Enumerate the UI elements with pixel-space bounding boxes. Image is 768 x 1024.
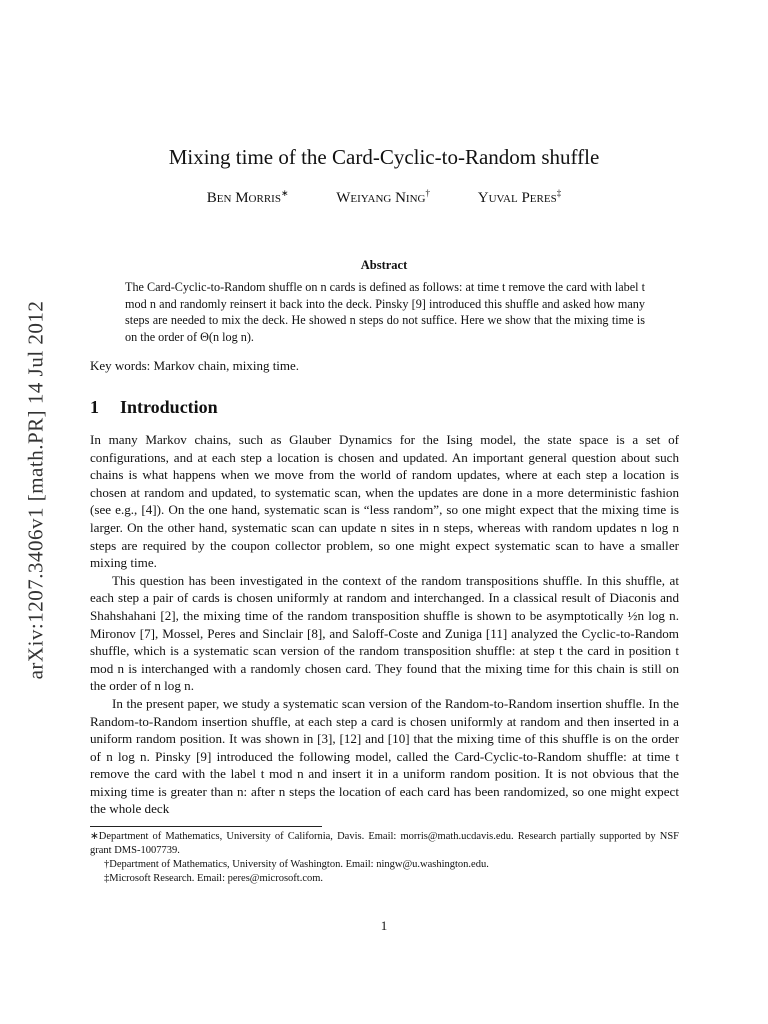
arxiv-sidebar-stamp: [18, 270, 54, 710]
author-name: Weiyang Ning: [336, 190, 426, 206]
section-title: Introduction: [120, 397, 218, 417]
abstract-text: The Card-Cyclic-to-Random shuffle on n cards is defined as follows: at time t remove the card with label t mod n and randomly reinsert it back into the deck. Pinsky [9] introduced this shuffle and asked how many steps are needed to mix the deck. He showed n steps do not suffice. Here we show that the mixing time is on the order of Θ(n log n).: [125, 280, 645, 344]
author-3: [478, 188, 561, 207]
author-name: Ben Morris: [206, 190, 281, 206]
footnote-1: ∗Department of Mathematics, University of California, Davis. Email: morris@math.ucdavis.edu. Research partially supported by NSF grant DMS-1007739.: [90, 831, 679, 856]
author-2: [336, 188, 430, 207]
author-footnote-mark: †: [425, 188, 430, 198]
keywords: Key words: Markov chain, mixing time.: [90, 358, 300, 373]
paper-title: Mixing time of the Card-Cyclic-to-Random shuffle: [168, 145, 600, 169]
section-heading: [90, 397, 218, 418]
body-text: [90, 431, 679, 818]
footnote-3: ‡Microsoft Research. Email: peres@microsoft.com.: [104, 873, 324, 884]
footnote-2: †Department of Mathematics, University of Washington. Email: ningw@u.washington.edu.: [104, 859, 489, 870]
author-1: [207, 188, 289, 207]
arxiv-id-label: arXiv:1207.3406v1 [math.PR] 14 Jul 2012: [23, 300, 48, 680]
abstract-heading: Abstract: [360, 258, 408, 272]
page-number: 1: [380, 918, 388, 933]
author-footnote-mark: ‡: [556, 188, 562, 198]
author-footnote-mark: ∗: [280, 188, 289, 198]
section-number: 1: [90, 397, 99, 417]
footnote-rule: [90, 826, 322, 827]
paragraph: This question has been investigated in the context of the random transpositions shuffle. In this shuffle, at each step a pair of cards is chosen uniformly at random and interchanged. In a classical result of Diaconis and Shahshahani [2], the mixing time of the random transposition shuffle is shown to be asymptotically ½n log n. Mironov [7], Mossel, Peres and Sinclair [8], and Saloff-Coste and Zuniga [11] analyzed the Cyclic-to-Random shuffle, which is a systematic scan version of the random transposition shuffle: at step t the card in position t mod n is interchanged with a randomly chosen card. They found that the mixing time for this chain is still on the order of n log n.: [90, 572, 679, 694]
footnotes: [90, 830, 679, 886]
author-list: [0, 188, 768, 207]
author-name: Yuval Peres: [477, 190, 557, 206]
paragraph: In many Markov chains, such as Glauber Dynamics for the Ising model, the state space is a set of configurations, and at each step a location is chosen and updated. An important general question about such chains is what happens when we move from the world of random updates, where at each step a location is chosen at random and updated, to systematic scan, when the updates are done in a more deterministic fashion (see e.g., [4]). On the one hand, systematic scan is “less random”, so one might expect that the mixing time is larger. On the other hand, systematic scan can update n sites in n steps, whereas with random updates n log n steps are required by the coupon collector problem, so one might expect systematic scan to have a smaller mixing time.: [90, 432, 679, 571]
paragraph: In the present paper, we study a systematic scan version of the Random-to-Random insertion shuffle. In the Random-to-Random insertion shuffle, at each step a card is chosen uniformly at random and then inserted in a uniform random position. It was shown in [3], [12] and [10] that the mixing time of this shuffle is on the order of n log n. Pinsky [9] introduced the following model, called the Card-Cyclic-to-Random shuffle: at time t remove the card with the label t mod n and insert it in a uniform random position. It is not obvious that the mixing time is greater than n: after n steps the location of each card has been randomized, so one might expect the whole deck: [90, 695, 679, 817]
